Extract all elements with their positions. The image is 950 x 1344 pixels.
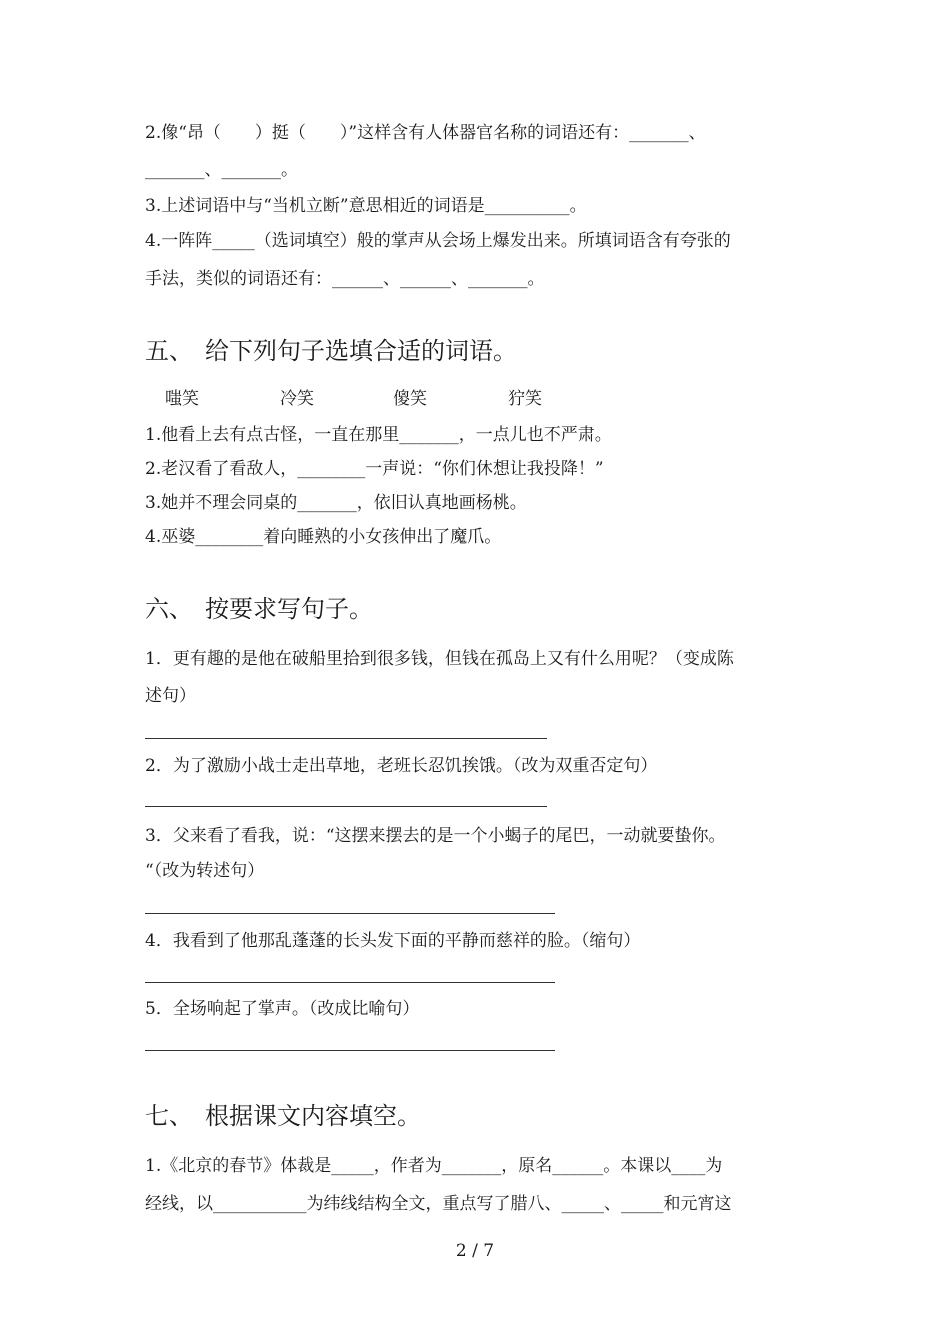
answer-line <box>145 738 547 739</box>
section6-title: 六、 按要求写句子。 <box>145 595 373 623</box>
s4-q3: 3.上述词语中与“当机立断”意思相近的词语是__________。 <box>145 196 587 216</box>
s6-q4: 4．我看到了他那乱蓬蓬的长头发下面的平静而慈祥的脸。（缩句） <box>145 931 641 951</box>
s4-q2-line1: 2.像“昂（ ）挺（ ）”这样含有人体器官名称的词语还有：_______、 <box>145 123 706 143</box>
answer-line <box>145 982 555 983</box>
s4-q2-line2: _______、_______。 <box>145 160 298 180</box>
section7-title: 七、 根据课文内容填空。 <box>145 1102 421 1130</box>
s6-q1-line2: 述句） <box>145 686 196 706</box>
s6-q5: 5．全场响起了掌声。（改成比喻句） <box>145 999 420 1019</box>
s6-q3-line1: 3．父来看了看我，说：“这摆来摆去的是一个小蝎子的尾巴，一动就要蛰你。 <box>145 826 726 846</box>
s6-q1-line1: 1．更有趣的是他在破船里拾到很多钱，但钱在孤岛上又有什么用呢？（变成陈 <box>145 649 734 669</box>
s4-q4-line2: 手法，类似的词语还有：______、______、_______。 <box>145 269 545 289</box>
word-bank-item: 嗤笑 <box>165 389 199 409</box>
answer-line <box>145 913 555 914</box>
s4-q4-line1: 4.一阵阵_____（选词填空）般的掌声从会场上爆发出来。所填词语含有夸张的 <box>145 231 731 251</box>
answer-line <box>145 1050 555 1051</box>
s5-item-4: 4.巫婆________着向睡熟的小女孩伸出了魔爪。 <box>145 527 502 547</box>
s5-item-1: 1.他看上去有点古怪，一直在那里_______，一点儿也不严肃。 <box>145 425 612 445</box>
s7-q1-line2: 经线，以___________为纬线结构全文，重点写了腊八、_____、_____和元宵这 <box>145 1194 732 1214</box>
word-bank <box>145 388 810 410</box>
s6-q3-line2: “（改为转述句） <box>145 861 265 881</box>
s7-q1-line1: 1.《北京的春节》体裁是_____，作者为_______，原名______。本课以____为 <box>145 1156 723 1176</box>
page-number: 2 / 7 <box>455 1241 495 1261</box>
word-bank-item: 傻笑 <box>393 389 427 409</box>
answer-line <box>145 806 547 807</box>
s5-item-3: 3.她并不理会同桌的_______，依旧认真地画杨桃。 <box>145 493 527 513</box>
section5-title: 五、 给下列句子选填合适的词语。 <box>145 337 517 365</box>
word-bank-item: 冷笑 <box>280 389 314 409</box>
s6-q2: 2．为了激励小战士走出草地，老班长忍饥挨饿。（改为双重否定句） <box>145 756 658 776</box>
word-bank-item: 狞笑 <box>508 389 542 409</box>
s5-item-2: 2.老汉看了看敌人，________一声说：“你们休想让我投降！” <box>145 459 604 479</box>
